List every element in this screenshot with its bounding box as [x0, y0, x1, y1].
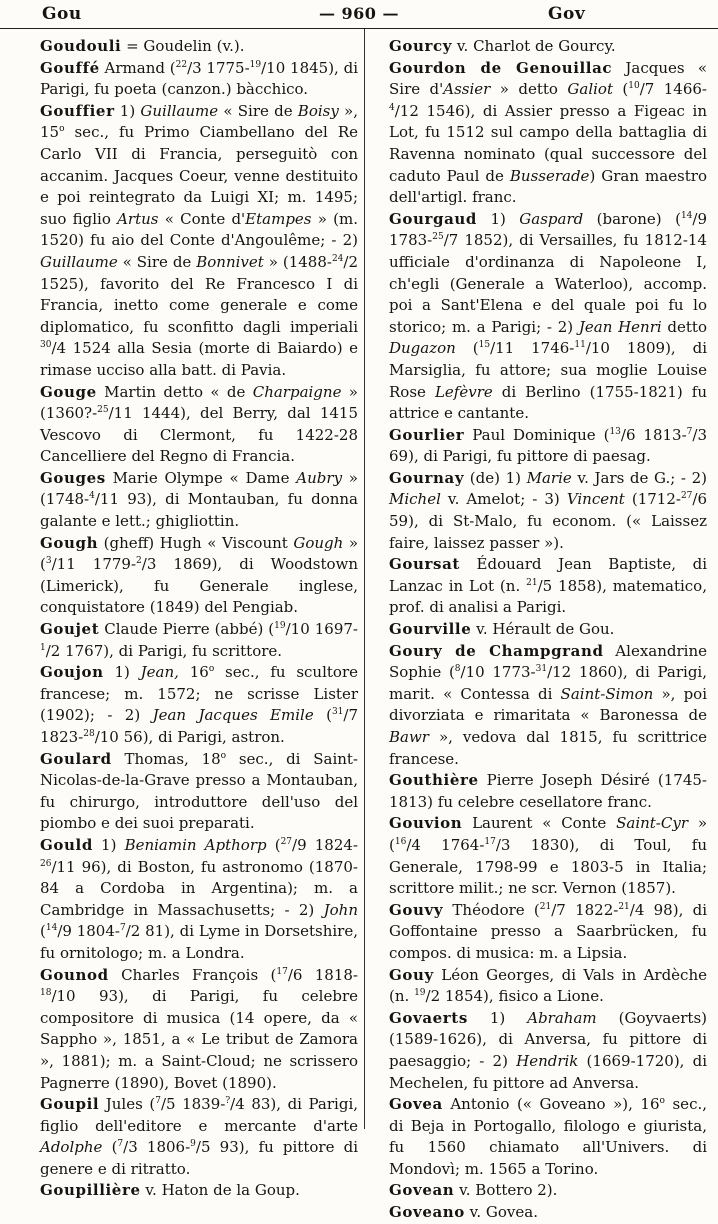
- entry-headword: Govaerts: [389, 1008, 468, 1027]
- entry-text: /2 1525), favorito del Re Francesco I di Francia, inetto come generale e come diplomatico, fu sconfitto dagli imperiali: [40, 252, 359, 336]
- entry-text: ) Gran maestro dell'artigl. franc.: [389, 166, 707, 207]
- entry-text: v. Hérault de Gou.: [471, 620, 615, 639]
- dictionary-entry: [389, 554, 707, 619]
- date-superscript: o: [208, 664, 215, 675]
- dictionary-entry: [389, 1008, 707, 1094]
- date-superscript: ?: [225, 1096, 231, 1107]
- date-superscript: 22: [175, 59, 188, 70]
- entry-text: Martin detto « de: [96, 382, 253, 401]
- dictionary-entry: [389, 770, 707, 813]
- date-superscript: 30: [40, 340, 52, 351]
- entry-headword: Gourville: [389, 620, 472, 639]
- entry-text: /2 1854), fisico a Lione.: [425, 987, 604, 1006]
- entry-text: », poi divorziata e rimaritata « Baronessa de: [389, 684, 707, 725]
- entry-headword: Govea: [389, 1095, 443, 1114]
- italic-name: Etampes: [245, 209, 312, 228]
- entry-text: (: [455, 339, 479, 358]
- entry-text: » (m. 1520) fu aio del Conte d'Angoulême; - 2): [40, 209, 358, 250]
- italic-name: Jean,: [140, 663, 179, 682]
- entry-headword: Gourdon de Genouillac: [389, 58, 613, 77]
- entry-text: /6 1813-: [620, 425, 687, 444]
- dictionary-entry: [40, 58, 358, 101]
- entry-text: /4 1764-: [406, 835, 485, 854]
- entry-text: (1669-1720), di Mechelen, fu pittore ad Anversa.: [389, 1051, 708, 1092]
- italic-name: John: [323, 900, 358, 919]
- dictionary-entry: [389, 58, 707, 209]
- entry-text: /3 1869), di Woodstown (Limerick), fu Generale inglese, conquistatore (1849) del Pengiab.: [40, 555, 358, 617]
- italic-name: Guillaume: [140, 101, 219, 120]
- date-superscript: 17: [484, 836, 496, 847]
- italic-name: Gaspard: [519, 209, 584, 228]
- dictionary-entry: [389, 965, 707, 1008]
- date-superscript: 17: [276, 966, 288, 977]
- entry-text: (: [612, 80, 629, 99]
- date-superscript: 15: [478, 340, 491, 351]
- entry-text: « Sire de: [117, 252, 197, 271]
- dictionary-entry: [40, 468, 358, 533]
- date-superscript: 9: [190, 1139, 196, 1150]
- entry-text: Claude Pierre (abbé) (: [99, 620, 275, 639]
- italic-name: Galiot: [567, 80, 613, 99]
- entry-text: = Goudelin (v.).: [121, 37, 245, 55]
- entry-headword: Gouges: [40, 468, 106, 487]
- entry-headword: Gouthière: [389, 771, 479, 790]
- date-superscript: 28: [83, 729, 95, 739]
- date-superscript: 25: [432, 232, 444, 243]
- entry-text: di Berlino (1755-1821) fu attrice e cantante.: [389, 382, 707, 423]
- date-superscript: 31: [331, 707, 344, 718]
- entry-text: /3 69), di Parigi, fu pittore di paesag.: [389, 425, 708, 466]
- entry-headword: Gournay: [389, 468, 465, 487]
- entry-headword: Gourlier: [389, 425, 465, 444]
- entry-text: /12 1546), di Assier presso a Figeac in Lot, fu 1512 sul campo della battaglia di Ravenna nominato (qual successore del caduto Paul de: [389, 101, 707, 185]
- date-superscript: 2: [136, 556, 142, 567]
- date-superscript: 24: [331, 253, 344, 264]
- entry-text: v. Amelot; - 3): [440, 490, 567, 509]
- entry-text: » detto: [490, 80, 568, 99]
- entry-text: » (1488-: [263, 252, 332, 271]
- entry-text: /6 1818-: [287, 965, 358, 984]
- header-right-guide-word: Gov: [548, 4, 586, 24]
- dictionary-entry: [40, 749, 358, 835]
- entry-text: /2 1767), di Parigi, fu scrittore.: [45, 641, 283, 660]
- entry-text: /5 93), fu pittore di genere e di ritratto.: [40, 1138, 359, 1178]
- entry-text: v. Govea.: [464, 1203, 538, 1222]
- entry-text: » (1748-: [40, 468, 358, 509]
- entry-text: /3 1806-: [123, 1138, 191, 1157]
- date-superscript: 7: [119, 923, 126, 934]
- entry-text: Thomas, 18: [111, 749, 221, 768]
- entry-text: « Conte d': [158, 209, 246, 228]
- date-superscript: 7: [686, 426, 693, 437]
- date-superscript: 21: [526, 577, 538, 588]
- italic-name: Gough: [293, 533, 344, 552]
- entry-headword: Gouvy: [389, 900, 444, 919]
- entry-headword: Goveano: [389, 1203, 465, 1222]
- entry-headword: Gould: [40, 835, 93, 854]
- entry-text: Armand (: [99, 58, 176, 77]
- entry-text: /12 1860), di Parigi, marit. « Contessa di: [389, 663, 707, 703]
- date-superscript: 25: [97, 405, 109, 416]
- entry-text: Théodore (: [443, 900, 540, 919]
- italic-name: Hendrik: [516, 1051, 579, 1070]
- dictionary-entry: [40, 619, 358, 662]
- entry-text: », 15: [40, 101, 358, 142]
- entry-headword: Gounod: [40, 965, 109, 984]
- entry-text: /4 1524 alla Sesia (morte di Baiardo) e rimase ucciso alla batt. di Pavia.: [40, 339, 358, 379]
- italic-name: Lefèvre: [434, 382, 493, 401]
- entry-text: Antonio (« Goveano »), 16: [442, 1095, 660, 1114]
- entry-text: /10 1845), di Parigi, fu poeta (canzon.) bàcchico.: [40, 58, 358, 99]
- italic-name: Saint-Cyr: [616, 814, 688, 833]
- italic-name: Michel: [389, 490, 441, 509]
- entry-text: 1): [114, 101, 141, 120]
- italic-name: Saint-Simon: [560, 684, 654, 703]
- entry-text: Édouard Jean Baptiste, di Lanzac in Lot (n.: [389, 555, 707, 595]
- date-superscript: 10: [628, 81, 640, 92]
- dictionary-entry: [40, 1180, 358, 1202]
- entry-text: /7 1823-: [40, 706, 359, 746]
- entry-text: Charles François (: [108, 965, 277, 984]
- entry-text: detto: [661, 317, 707, 336]
- entry-headword: Gough: [40, 533, 99, 552]
- dictionary-entry: [389, 1094, 707, 1180]
- date-superscript: 14: [680, 210, 693, 221]
- entry-text: (: [313, 706, 332, 725]
- italic-name: Vincent: [566, 490, 625, 509]
- date-superscript: 21: [539, 901, 552, 912]
- date-superscript: 27: [680, 491, 693, 502]
- entry-text: 1): [92, 835, 125, 854]
- italic-name: Charpaigne: [252, 382, 342, 401]
- dictionary-entry: [389, 641, 707, 771]
- entry-text: sec., fu scultore francese; m. 1572; ne scrisse Lister (1902); - 2): [40, 663, 358, 725]
- entry-text: /10 93), di Parigi, fu celebre compositore di musica (14 opere, da « Sappho », 1851, a « Le tribut de Zamora », 1881); m. a Saint-Cloud; ne scrissero Pagnerre (1890), Bovet (1890).: [40, 987, 358, 1092]
- entry-text: 1): [477, 209, 520, 228]
- entry-text: Laurent « Conte: [462, 814, 617, 833]
- entry-headword: Gouffé: [40, 58, 100, 77]
- date-superscript: o: [59, 124, 65, 135]
- entry-headword: Goury de Champgrand: [389, 641, 604, 660]
- italic-name: Beniamin Apthorp: [124, 835, 267, 854]
- dictionary-entry: [389, 813, 707, 899]
- entry-text: /11 1779-: [51, 555, 137, 574]
- entry-text: v. Charlot de Gourcy.: [452, 37, 616, 55]
- header-left-guide-word: Gou: [42, 4, 82, 24]
- italic-name: Busserade: [509, 166, 590, 185]
- entry-text: /11 1444), del Berry, dal 1415 Vescovo di Clermont, fu 1422-28 Cancelliere del Regno di Francia.: [40, 404, 358, 466]
- dictionary-entry: [389, 1202, 707, 1224]
- entry-text: sec., di Saint-Nicolas-de-la-Grave presso a Montauban, fu chirurgo, introduttore dell'uso del piombo e dei suoi preparati.: [40, 749, 359, 833]
- date-superscript: 19: [414, 988, 426, 999]
- entry-text: « Sire de: [218, 101, 298, 120]
- entry-text: (: [266, 835, 281, 854]
- date-superscript: o: [220, 750, 227, 761]
- entry-text: (de) 1): [464, 468, 527, 487]
- date-superscript: 13: [609, 426, 621, 437]
- entry-text: (: [102, 1138, 118, 1157]
- entry-text: (: [40, 922, 46, 941]
- date-superscript: 1: [40, 642, 46, 653]
- entry-text: Marie Olympe « Dame: [105, 468, 297, 487]
- date-superscript: 19: [274, 621, 286, 632]
- date-superscript: 7: [117, 1139, 124, 1150]
- dictionary-entry: [389, 468, 707, 554]
- dictionary-entry: [40, 1094, 358, 1180]
- entry-text: Jules (: [99, 1095, 156, 1114]
- italic-name: Bawr: [389, 728, 429, 746]
- italic-name: Boisy: [297, 101, 339, 120]
- italic-name: Guillaume: [40, 252, 118, 271]
- italic-name: Bonnivet: [196, 252, 264, 271]
- entry-text: v. Bottero 2).: [454, 1181, 558, 1200]
- entry-headword: Gouvion: [389, 814, 463, 833]
- date-superscript: 11: [574, 340, 586, 351]
- entry-headword: Govean: [389, 1181, 455, 1200]
- entry-text: /5 1839-: [160, 1095, 226, 1114]
- right-column: [389, 36, 707, 1224]
- left-column: [40, 36, 358, 1202]
- entry-text: /9 1824-: [292, 835, 358, 854]
- date-superscript: 18: [40, 988, 52, 999]
- entry-text: 1): [103, 663, 141, 682]
- date-superscript: 7: [155, 1096, 161, 1107]
- entry-text: (gheff) Hugh « Viscount: [98, 533, 294, 552]
- entry-text: /9 1804-: [57, 922, 120, 941]
- entry-headword: Gourcy: [389, 37, 453, 55]
- dictionary-entry: [40, 101, 358, 382]
- date-superscript: 31: [535, 664, 548, 675]
- dictionary-entry: [40, 835, 358, 965]
- dictionary-entry: [40, 965, 358, 1095]
- entry-text: /4 83), di Parigi, figlio dell'editore e mercante d'arte: [40, 1095, 359, 1135]
- italic-name: Artus: [117, 209, 159, 228]
- entry-text: sec., fu Primo Ciambellano del Re Carlo VII di Francia, perseguitò con accanim. Jacques Coeur, venne destituito e poi reintegrato da Luigi XI; m. 1495; suo figlio: [40, 123, 358, 228]
- entry-headword: Goujet: [40, 620, 100, 639]
- italic-name: Jean Henri: [578, 317, 662, 336]
- entry-text: sec., di Beja in Portogallo, filologo e giurista, fu 1560 chiamato all'Univers. di Mondovì; m. 1565 a Torino.: [389, 1095, 708, 1178]
- entry-text: (Goyvaerts) (1589-1626), di Anversa, fu pittore di paesaggio; - 2): [389, 1008, 707, 1070]
- entry-text: Léon Georges, di Vals in Ardèche (n.: [389, 965, 707, 1006]
- entry-headword: Goursat: [389, 555, 460, 574]
- dictionary-entry: [389, 1180, 707, 1202]
- italic-name: Dugazon: [389, 339, 456, 358]
- entry-text: /11 96), di Boston, fu astronomo (1870-84 a Cordoba in Argentina); m. a Cambridge in Massachusetts; - 2): [40, 857, 358, 919]
- dictionary-entry: [40, 662, 358, 748]
- dictionary-entry: [389, 209, 707, 425]
- entry-headword: Gouffier: [40, 101, 115, 120]
- date-superscript: 4: [389, 102, 395, 113]
- entry-text: 16: [178, 663, 209, 682]
- entry-text: Jacques « Sire d': [389, 58, 707, 99]
- entry-text: /7 1852), di Versailles, fu 1812-14 ufficiale d'ordinanza di Napoleone I, ch'egli (Generale a Waterloo), accomp. poi a Sant'Elena e del quale poi fu lo storico; m. a Parigi; - 2): [389, 231, 707, 336]
- entry-text: /4 98), di Goffontaine presso a Saarbrücken, fu compos. di musica: m. a Lipsia.: [389, 900, 707, 962]
- entry-text: /6 59), di St-Malo, fu econom. (« Laissez faire, laissez passer »).: [389, 490, 707, 552]
- entry-text: /3 1775-: [187, 58, 250, 77]
- entry-headword: Gourgaud: [389, 209, 478, 228]
- italic-name: Adolphe: [40, 1138, 103, 1157]
- entry-text: /7 1822-: [551, 900, 619, 919]
- entry-text: » (1360?-: [40, 382, 358, 423]
- entry-text: /10 1697-: [285, 620, 358, 639]
- date-superscript: 21: [618, 901, 630, 912]
- dictionary-entry: [389, 619, 707, 641]
- date-superscript: 8: [454, 664, 461, 675]
- date-superscript: 27: [280, 836, 293, 847]
- entry-headword: Gouy: [389, 965, 434, 984]
- entry-text: » (: [40, 533, 358, 574]
- entry-text: v. Jars de G.; - 2): [571, 468, 708, 487]
- page-number: — 960 —: [318, 4, 400, 23]
- italic-name: Assier: [443, 80, 491, 99]
- entry-text: (barone) (: [583, 209, 681, 228]
- entry-text: Paul Dominique (: [464, 425, 610, 444]
- italic-name: Jean Jacques Emile: [152, 706, 314, 725]
- dictionary-entry: [389, 425, 707, 468]
- entry-text: /7 1466-: [639, 80, 708, 99]
- entry-text: Alexandrine Sophie (: [389, 641, 707, 682]
- entry-text: » (: [389, 814, 707, 854]
- entry-text: », vedova dal 1815, fu scrittrice francese.: [389, 728, 707, 768]
- page-header: [0, 0, 718, 29]
- entry-text: v. Haton de la Goup.: [140, 1181, 300, 1200]
- entry-text: /2 81), di Lyme in Dorsetshire, fu ornitologo; m. a Londra.: [40, 922, 358, 962]
- date-superscript: 26: [40, 858, 52, 869]
- entry-headword: Gouge: [40, 382, 97, 401]
- dictionary-entry: [40, 36, 358, 58]
- entry-text: /10 1809), di Marsiglia, fu attore; sua moglie Louise Rose: [389, 339, 708, 401]
- entry-headword: Goujon: [40, 663, 104, 682]
- dictionary-entry: [389, 900, 707, 965]
- entry-text: /10 1773-: [460, 663, 536, 682]
- date-superscript: o: [659, 1096, 665, 1107]
- entry-text: /5 1858), matematico, prof. di analisi a Parigi.: [389, 576, 707, 617]
- italic-name: Marie: [526, 468, 572, 487]
- date-superscript: 3: [45, 556, 52, 567]
- entry-text: 1): [467, 1008, 528, 1027]
- italic-name: Aubry: [296, 468, 343, 487]
- date-superscript: 16: [394, 836, 407, 847]
- entry-headword: Goudouli: [40, 37, 122, 55]
- entry-text: /11 1746-: [490, 339, 575, 358]
- entry-headword: Goupil: [40, 1095, 100, 1114]
- entry-text: /11 93), di Montauban, fu donna galante e lett.; ghigliottin.: [40, 490, 358, 531]
- entry-text: /3 1830), di Toul, fu Generale, 1798-99 e 1803-5 in Italia; scrittore milit.; ne scr. Vernon (1857).: [389, 835, 707, 898]
- dictionary-entry: [40, 382, 358, 468]
- entry-text: (1712-: [624, 490, 681, 509]
- entry-text: /10 56), di Parigi, astron.: [94, 728, 285, 746]
- entry-headword: Goulard: [40, 749, 112, 768]
- date-superscript: 4: [89, 491, 95, 502]
- date-superscript: 19: [249, 59, 262, 70]
- column-divider: [364, 29, 365, 1129]
- date-superscript: 14: [45, 923, 58, 934]
- entry-text: Pierre Joseph Désiré (1745-1813) fu celebre cesellatore franc.: [389, 771, 707, 811]
- entry-headword: Goupillière: [40, 1181, 141, 1200]
- italic-name: Abraham: [527, 1008, 597, 1027]
- entry-text: /9 1783-: [389, 209, 707, 250]
- dictionary-entry: [389, 36, 707, 58]
- dictionary-entry: [40, 533, 358, 619]
